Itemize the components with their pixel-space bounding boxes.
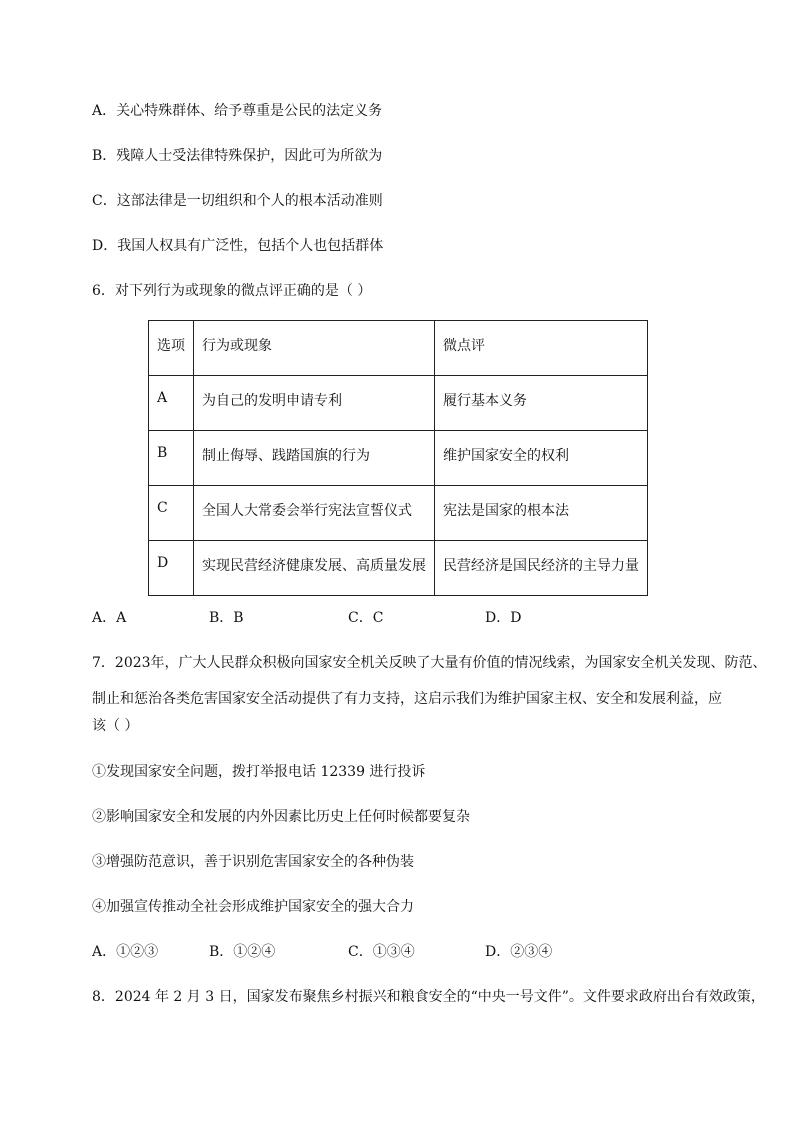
table-header-cell: 行为或现象 xyxy=(194,321,435,376)
q5-option-a: A．关心特殊群体、给予尊重是公民的法定义务 xyxy=(92,103,383,119)
q7-stem-line-3: 该（ ） xyxy=(92,718,139,734)
q7-statement-1: ①发现国家安全问题，拨打举报电话 12339 进行投诉 xyxy=(92,764,426,780)
table-row xyxy=(149,486,648,541)
q6-table xyxy=(148,320,648,596)
q7-option-a: A．①②③ xyxy=(92,944,159,960)
table-cell: 民营经济是国民经济的主导力量 xyxy=(435,541,648,596)
q7-option-d: D．②③④ xyxy=(485,944,553,960)
table-header-cell: 微点评 xyxy=(435,321,648,376)
q6-option-c: C．C xyxy=(348,610,384,626)
q6-option-b: B．B xyxy=(209,610,244,626)
q7-option-c: C．①③④ xyxy=(348,944,415,960)
q8-stem: 8．2024 年 2 月 3 日，国家发布聚焦乡村振兴和粮食安全的“中央一号文件”。文件要求政府出台有效政策， xyxy=(92,989,765,1005)
table-row xyxy=(149,541,648,596)
q5-option-b: B．残障人士受法律特殊保护，因此可为所欲为 xyxy=(92,148,383,164)
table-cell: 制止侮辱、践踏国旗的行为 xyxy=(194,431,435,486)
table-cell: B xyxy=(149,431,194,486)
q7-stem-line-1: 7．2023年，广大人民群众积极向国家安全机关反映了大量有价值的情况线索，为国家安全机关发现、防范、 xyxy=(92,655,767,671)
table-cell: 为自己的发明申请专利 xyxy=(194,376,435,431)
q6-option-d: D．D xyxy=(485,610,522,626)
q5-option-d: D．我国人权具有广泛性，包括个人也包括群体 xyxy=(92,238,384,254)
table-row xyxy=(149,431,648,486)
table-cell: 全国人大常委会举行宪法宣誓仪式 xyxy=(194,486,435,541)
q7-option-b: B．①②④ xyxy=(209,944,276,960)
table-cell: 维护国家安全的权利 xyxy=(435,431,648,486)
table-cell: 履行基本义务 xyxy=(435,376,648,431)
table-cell: 宪法是国家的根本法 xyxy=(435,486,648,541)
q6-stem: 6．对下列行为或现象的微点评正确的是（ ） xyxy=(92,283,372,299)
table-header-row xyxy=(149,321,648,376)
q6-option-a: A．A xyxy=(92,610,127,626)
table-row xyxy=(149,376,648,431)
table-header-cell: 选项 xyxy=(149,321,194,376)
q5-option-c: C．这部法律是一切组织和个人的根本活动准则 xyxy=(92,193,383,209)
table-cell: C xyxy=(149,486,194,541)
q7-options xyxy=(92,942,712,962)
table-cell: 实现民营经济健康发展、高质量发展 xyxy=(194,541,435,596)
q6-options xyxy=(92,608,712,628)
q7-statement-3: ③增强防范意识，善于识别危害国家安全的各种伪装 xyxy=(92,854,414,870)
table-cell: D xyxy=(149,541,194,596)
q7-statement-2: ②影响国家安全和发展的内外因素比历史上任何时候都要复杂 xyxy=(92,809,470,825)
q7-stem-line-2: 制止和惩治各类危害国家安全活动提供了有力支持，这启示我们为维护国家主权、安全和发展利益，应 xyxy=(92,691,722,707)
table-cell: A xyxy=(149,376,194,431)
q7-statement-4: ④加强宣传推动全社会形成维护国家安全的强大合力 xyxy=(92,899,414,915)
